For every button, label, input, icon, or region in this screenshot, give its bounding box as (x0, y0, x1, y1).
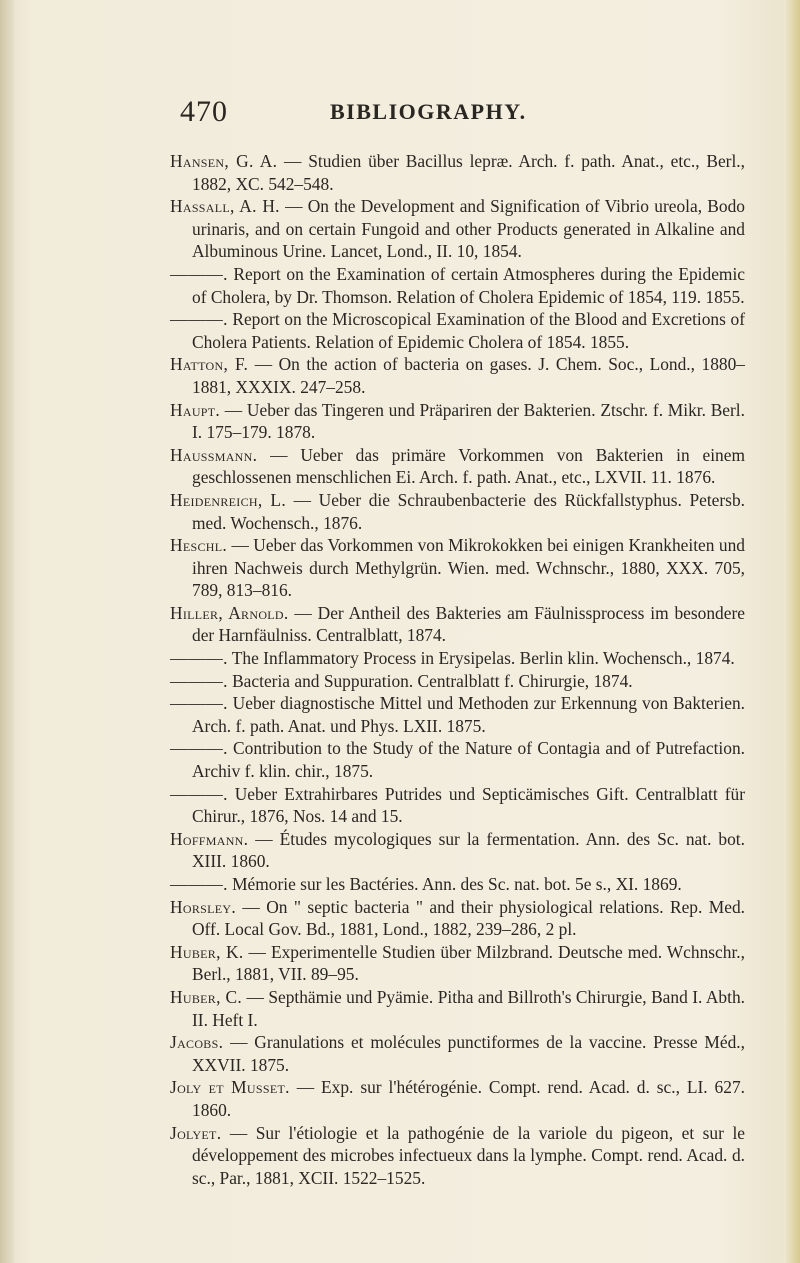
entry-text: — Experimentelle Studien über Milzbrand. Deutsche med. Wchnschr., Berl., 1881, VII. 89–95. (192, 941, 745, 985)
bibliography-entry (170, 353, 745, 398)
entry-text: — Granulations et molécules punctiformes de la vaccine. Presse Méd., XXVII. 1875. (192, 1032, 745, 1075)
entry-text: Report on the Microscopical Examination of the Blood and Excretions of Cholera Patients. Relation of Epidemic Cholera of 1854. 1855. (192, 309, 745, 352)
entry-text: — Ueber das primäre Vorkommen von Bakterien in einem geschlossenen menschlichen Ei. Arch. f. path. Anat., etc., LXVII. 11. 1876. (192, 444, 745, 488)
entry-text: — Studien über Bacillus lepræ. Arch. f. path. Anat., etc., Berl., 1882, XC. 542–548. (192, 151, 745, 194)
bibliography-entry (170, 195, 745, 263)
bibliography-entry (170, 692, 745, 737)
bibliography-entry (170, 896, 745, 941)
entry-text: The Inflammatory Process in Erysipelas. Berlin klin. Wochensch., 1874. (227, 648, 735, 669)
entry-text: — Ueber das Vorkommen von Mikrokokken bei einigen Krankheiten und ihren Nachweis durch Methylgrün. Wien. med. Wchnschr., 1880, XXX. 705, 789, 813–816. (192, 535, 745, 601)
entry-author: Hansen, G. A. (170, 151, 278, 171)
entry-author: ———. (170, 648, 228, 669)
bibliography-entry (170, 941, 745, 986)
entry-author: Huber, C. (170, 986, 243, 1007)
entry-author: ———. (170, 693, 228, 714)
entry-author: Heidenreich, L. (170, 489, 286, 510)
bibliography-entries (170, 150, 745, 1189)
entry-author: Hiller, Arnold. (170, 602, 289, 623)
entry-text: — Exp. sur l'hétérogénie. Compt. rend. Acad. d. sc., LI. 627. 1860. (192, 1077, 745, 1120)
entry-text: Ueber diagnostische Mittel und Methoden zur Erkennung von Bakterien. Arch. f. path. Anat. und Phys. LXII. 1875. (192, 693, 745, 736)
bibliography-entry (170, 602, 745, 647)
entry-text: Bacteria and Suppuration. Centralblatt f. Chirurgie, 1874. (227, 670, 633, 691)
entry-author: ———. (170, 309, 228, 330)
entry-author: Jacobs. (170, 1032, 224, 1053)
bibliography-entry (170, 150, 745, 195)
entry-text: — Ueber das Tingeren und Präpariren der Bakterien. Ztschr. f. Mikr. Berl. I. 175–179. 1878. (192, 399, 745, 443)
page-edge (784, 0, 800, 1263)
entry-text: Ueber Extrahirbares Putrides und Septicämisches Gift. Centralblatt für Chirur., 1876, Nos. 14 and 15. (192, 783, 745, 827)
bibliography-entry (170, 489, 745, 534)
entry-text: Report on the Examination of certain Atmospheres during the Epidemic of Cholera, by Dr. Thomson. Relation of Cholera Epidemic of 1854, 119. 1855. (192, 263, 745, 307)
entry-author: Hatton, F. (170, 354, 249, 375)
page-number: 470 (180, 95, 228, 128)
entry-author: ———. (170, 738, 228, 759)
bibliography-entry (170, 828, 745, 873)
entry-text: — Der Antheil des Bakteries am Fäulnissprocess im besondere der Harnfäulniss. Centralblatt, 1874. (192, 602, 745, 646)
bibliography-entry (170, 263, 745, 308)
running-title: BIBLIOGRAPHY. (330, 99, 527, 124)
bibliography-entry (170, 1031, 745, 1076)
entry-author: Hassall, A. H. (170, 196, 280, 217)
bibliography-entry (170, 873, 745, 896)
page-spine-shadow (0, 0, 14, 1263)
bibliography-entry (170, 670, 745, 693)
bibliography-entry (170, 399, 745, 444)
entry-author: Heschl. (170, 535, 228, 556)
entry-author: ———. (170, 670, 228, 691)
page-header (180, 95, 740, 135)
bibliography-entry (170, 308, 745, 353)
bibliography-entry (170, 1122, 745, 1190)
entry-author: Horsley. (170, 896, 236, 917)
entry-text: — Sur l'étiologie et la pathogénie de la variole du pigeon, et sur le développement des microbes infectueux dans la lymphe. Compt. rend. Acad. d. sc., Par., 1881, XCII. 1522–1525. (192, 1122, 745, 1188)
bibliography-entry (170, 647, 745, 670)
entry-author: ———. (170, 263, 228, 284)
entry-author: Haussmann. (170, 444, 258, 465)
entry-author: Hoffmann. (170, 828, 249, 849)
entry-text: Contribution to the Study of the Nature of Contagia and of Putrefaction. Archiv f. klin. chir., 1875. (192, 738, 745, 782)
entry-author: Joly et Musset. (170, 1077, 290, 1098)
bibliography-entry (170, 986, 745, 1031)
entry-text: — On " septic bacteria " and their physiological relations. Rep. Med. Off. Local Gov. Bd., 1881, Lond., 1882, 239–286, 2 pl. (192, 896, 745, 940)
entry-author: Jolyet. (170, 1122, 222, 1143)
entry-text: — On the action of bacteria on gases. J. Chem. Soc., Lond., 1880–1881, XXXIX. 247–258. (192, 354, 745, 397)
bibliography-entry (170, 783, 745, 828)
entry-text: — On the Development and Signification of Vibrio ureola, Bodo urinaris, and on certain Fungoid and other Products generated in Alkaline and Albuminous Urine. Lancet, Lond., II. 10, 1854. (192, 196, 745, 262)
bibliography-entry (170, 1076, 745, 1121)
entry-text: — Ueber die Schraubenbacterie des Rückfallstyphus. Petersb. med. Wochensch., 1876. (192, 489, 745, 533)
entry-text: — Études mycologiques sur la fermentation. Ann. des Sc. nat. bot. XIII. 1860. (192, 828, 745, 872)
entry-author: Huber, K. (170, 941, 244, 962)
bibliography-entry (170, 737, 745, 782)
bibliography-entry (170, 534, 745, 602)
entry-text: Mémorie sur les Bactéries. Ann. des Sc. nat. bot. 5e s., XI. 1869. (227, 874, 682, 894)
entry-author: Haupt. (170, 399, 221, 420)
entry-author: ———. (170, 783, 228, 804)
bibliography-entry (170, 444, 745, 489)
entry-author: ———. (170, 874, 228, 894)
entry-text: — Septhämie und Pyämie. Pitha and Billroth's Chirurgie, Band I. Abth. II. Heft I. (192, 986, 745, 1030)
